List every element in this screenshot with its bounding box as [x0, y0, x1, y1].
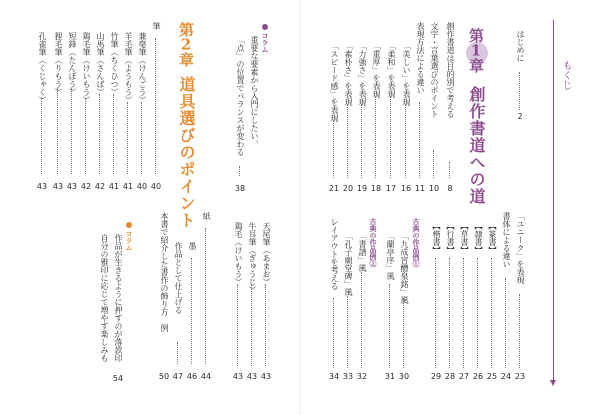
toc-entry[interactable]	[158, 212, 170, 382]
toc-page-number: 43	[260, 372, 272, 381]
toc-entry[interactable]	[356, 232, 368, 382]
toc-entry[interactable]	[66, 32, 78, 192]
leader-dots	[177, 342, 178, 364]
toc-entry-title: 表現方法による違い	[416, 22, 425, 94]
chapter-2-title: 道具選びのポイント	[177, 76, 196, 229]
toc-entry-title: 【隷書】	[474, 222, 483, 254]
toc-page-number: 21	[328, 184, 340, 193]
toc-entry-title: 文字・言葉選びのポイント	[430, 22, 439, 118]
leader-dots	[155, 38, 156, 174]
toc-page-number: 27	[458, 372, 470, 381]
toc-entry-title: 「スピード感」を表現	[330, 42, 339, 122]
toc-page-number: 29	[430, 372, 442, 381]
toc-entry[interactable]	[328, 218, 340, 382]
mokuji-rule	[553, 20, 554, 385]
toc-entry-title: 「柔和」を表現	[387, 42, 396, 98]
leader-dots	[113, 94, 114, 174]
toc-page-number: 31	[384, 372, 396, 381]
bullet-icon	[262, 24, 268, 30]
leader-dots	[57, 88, 58, 174]
toc-entry[interactable]	[356, 42, 368, 192]
toc-page-number: 46	[186, 372, 198, 381]
leader-dots	[333, 298, 334, 368]
mokuji-heading: もくじ	[560, 60, 571, 90]
toc-entry-title: 重要な要素から入門にしたい、	[250, 36, 259, 148]
toc-page-number: 41	[122, 182, 134, 191]
leader-dots	[127, 102, 128, 174]
leader-dots	[205, 228, 206, 364]
toc-entry-title: レイアウトを考える	[330, 218, 339, 290]
leader-dots	[519, 72, 520, 110]
leader-dots	[449, 162, 450, 178]
toc-page-number: 43	[66, 182, 78, 191]
toc-entry-title: 書体による違い	[502, 212, 511, 268]
leader-dots	[265, 284, 266, 366]
leader-dots	[251, 284, 252, 366]
leader-dots	[505, 278, 506, 368]
leader-dots	[237, 284, 238, 366]
column-2-label: コラム	[126, 222, 133, 251]
leader-dots	[141, 102, 142, 174]
toc-entry[interactable]	[444, 222, 456, 382]
toc-entry[interactable]	[430, 222, 442, 382]
toc-entry-title: 本書で紹介した書作の飾り方 例	[160, 212, 169, 332]
toc-entry-column-2-line2	[98, 234, 110, 382]
toc-page-number: 25	[486, 372, 498, 381]
toc-entry-title: 【篆書】	[488, 222, 497, 254]
toc-page-number: 24	[500, 372, 512, 381]
toc-entry-title: 【行書】	[446, 222, 455, 254]
toc-entry-title: 創作書道は目的別で考える	[446, 22, 455, 118]
toc-entry-intro[interactable]	[514, 30, 526, 122]
toc-page-number: 2	[517, 112, 523, 121]
toc-entry-title: 「孔子廟堂碑」風	[344, 232, 353, 296]
toc-entry[interactable]	[172, 242, 184, 382]
toc-page-number: 8	[447, 184, 453, 193]
toc-entry-title: 作品が生きるように押すのが落款印	[114, 234, 123, 362]
toc-page-number: 26	[472, 372, 484, 381]
toc-entry[interactable]	[94, 32, 106, 192]
toc-page-number: 42	[80, 182, 92, 191]
toc-entry-title: 「美しい」を表現	[402, 42, 411, 106]
toc-entry[interactable]	[428, 22, 440, 192]
toc-entry-title: 鶏毛筆（けいもう）	[82, 32, 91, 104]
toc-entry[interactable]	[150, 22, 162, 192]
toc-entry[interactable]	[260, 222, 272, 382]
toc-entry-title: はじめに	[516, 30, 525, 62]
toc-entry-title: 紙	[202, 212, 211, 220]
chapter-1-title: 創作書道への道	[467, 86, 486, 205]
toc-entry-column-1-line2	[234, 36, 246, 192]
toc-page-number: 50	[158, 372, 170, 381]
toc-entry[interactable]	[414, 22, 426, 192]
column-1-label: コラム	[262, 24, 269, 53]
chapter-2-label: 第2章	[177, 22, 195, 67]
toc-page-number: 43	[232, 372, 244, 381]
toc-entry[interactable]	[342, 232, 354, 382]
toc-page-number: 32	[356, 372, 368, 381]
leader-dots	[85, 98, 86, 174]
toc-page-number: 34	[328, 372, 340, 381]
page-fold	[300, 0, 301, 415]
classic-works-heading-1: 古典の作品例①	[412, 218, 421, 267]
toc-entry-title: 竹筆（ちくひつ）	[110, 32, 119, 96]
leader-dots	[463, 258, 464, 368]
toc-entry-title: 墨	[188, 242, 197, 250]
toc-entry[interactable]	[200, 212, 212, 382]
leader-dots	[390, 96, 391, 178]
toc-entry[interactable]	[108, 32, 120, 192]
toc-entry-column-2[interactable]	[112, 234, 124, 382]
toc-entry[interactable]	[36, 32, 48, 192]
toc-page-number: 33	[342, 372, 354, 381]
mokuji-rule-arrow	[550, 380, 556, 386]
leader-dots	[519, 294, 520, 368]
toc-entry-title: 「書譜」風	[358, 232, 367, 272]
toc-entry[interactable]	[500, 212, 512, 382]
toc-page-number: 11	[414, 184, 426, 193]
toc-page-number: 17	[385, 184, 397, 193]
toc-entry[interactable]	[52, 32, 64, 192]
toc-page-number: 43	[52, 182, 64, 191]
leader-dots	[361, 272, 362, 368]
toc-page-number: 54	[112, 374, 124, 383]
toc-entry[interactable]	[486, 222, 498, 382]
toc-entry[interactable]	[328, 42, 340, 192]
leader-dots	[405, 104, 406, 178]
leader-dots	[239, 166, 240, 176]
toc-page-number: 47	[172, 372, 184, 381]
toc-entry-title: 「重厚」を表現	[372, 42, 381, 98]
toc-entry-title: 天尾筆（あまお）	[262, 222, 271, 286]
toc-entry-title: 狸毛筆（りもう）	[54, 32, 63, 96]
toc-page-number: 10	[428, 184, 440, 193]
toc-page-number: 38	[234, 184, 246, 193]
leader-dots	[477, 258, 478, 368]
bullet-icon	[126, 222, 132, 228]
toc-entry[interactable]	[384, 232, 396, 382]
leader-dots	[361, 104, 362, 178]
leader-dots	[389, 284, 390, 368]
toc-page-number: 28	[444, 372, 456, 381]
toc-page-number: 19	[356, 184, 368, 193]
leader-dots	[347, 296, 348, 368]
toc-entry-title: 山馬筆（さんば）	[96, 32, 105, 96]
toc-entry-title: 孔雀筆（くじゃく）	[38, 32, 47, 104]
toc-page-number: 43	[246, 372, 258, 381]
toc-entry[interactable]	[122, 32, 134, 192]
toc-entry[interactable]	[232, 222, 244, 382]
toc-page-number: 40	[136, 182, 148, 191]
toc-page-number: 30	[398, 372, 410, 381]
toc-entry[interactable]	[472, 222, 484, 382]
toc-entry[interactable]	[246, 222, 258, 382]
toc-entry-title: 筆	[152, 22, 161, 30]
toc-entry-title: 作品として仕上げる	[174, 242, 183, 314]
toc-entry[interactable]	[458, 222, 470, 382]
toc-entry-title: 「素朴さ」を表現	[344, 42, 353, 106]
toc-entry[interactable]	[80, 32, 92, 192]
leader-dots	[375, 96, 376, 178]
toc-entry-title: 「九成宮醴泉銘」風	[400, 232, 409, 304]
toc-entry-title: 兼毫筆（けんごう）	[138, 32, 147, 104]
toc-page-number: 41	[108, 182, 120, 191]
toc-entry[interactable]	[398, 232, 410, 382]
classic-works-heading-2: 古典の作品例②	[369, 218, 378, 267]
toc-page-number: 43	[36, 182, 48, 191]
toc-entry-title: 自分の雅印に応じて増やす楽しみも	[100, 234, 109, 362]
leader-dots	[41, 98, 42, 174]
leader-dots	[419, 102, 420, 178]
toc-entry-title: 「点」の位置でバランスが変わる	[236, 36, 245, 156]
toc-entry[interactable]	[514, 212, 526, 382]
toc-entry[interactable]	[444, 22, 456, 192]
leader-dots	[347, 104, 348, 178]
leader-dots	[491, 258, 492, 368]
toc-page-number: 44	[200, 372, 212, 381]
toc-page-number: 23	[514, 372, 526, 381]
leader-dots	[71, 88, 72, 174]
toc-entry[interactable]	[400, 42, 412, 192]
leader-dots	[403, 298, 404, 368]
toc-page-number: 20	[342, 184, 354, 193]
toc-entry-title: 牛耳筆（ぎゅうじ）	[248, 222, 257, 294]
toc-entry-title: 「蘭亭序」風	[386, 232, 395, 280]
leader-dots	[191, 258, 192, 364]
leader-dots	[433, 150, 434, 178]
toc-entry-title: 「ユニーク」を表現	[516, 212, 525, 284]
toc-entry[interactable]	[370, 42, 382, 192]
toc-entry-title: 羊毛筆（ようもう）	[124, 32, 133, 104]
toc-entry-title: 【楷書】	[432, 222, 441, 254]
toc-page-number: 42	[94, 182, 106, 191]
toc-page-number: 40	[150, 182, 162, 191]
toc-entry[interactable]	[385, 42, 397, 192]
chapter-1-label: 第1章	[467, 28, 485, 73]
toc-entry-title: 【草書】	[460, 222, 469, 254]
leader-dots	[435, 258, 436, 368]
leader-dots	[449, 258, 450, 368]
toc-entry[interactable]	[186, 242, 198, 382]
toc-entry-title: 短鋒（たんぽう）	[68, 32, 77, 96]
toc-page-number: 16	[400, 184, 412, 193]
leader-dots	[99, 94, 100, 174]
leader-dots	[333, 120, 334, 178]
toc-entry[interactable]	[136, 32, 148, 192]
toc-entry-title: 「力強さ」を表現	[358, 42, 367, 106]
toc-entry[interactable]	[342, 42, 354, 192]
toc-entry-title: 鶏毛（けいもう）	[234, 222, 243, 286]
toc-page-number: 18	[370, 184, 382, 193]
